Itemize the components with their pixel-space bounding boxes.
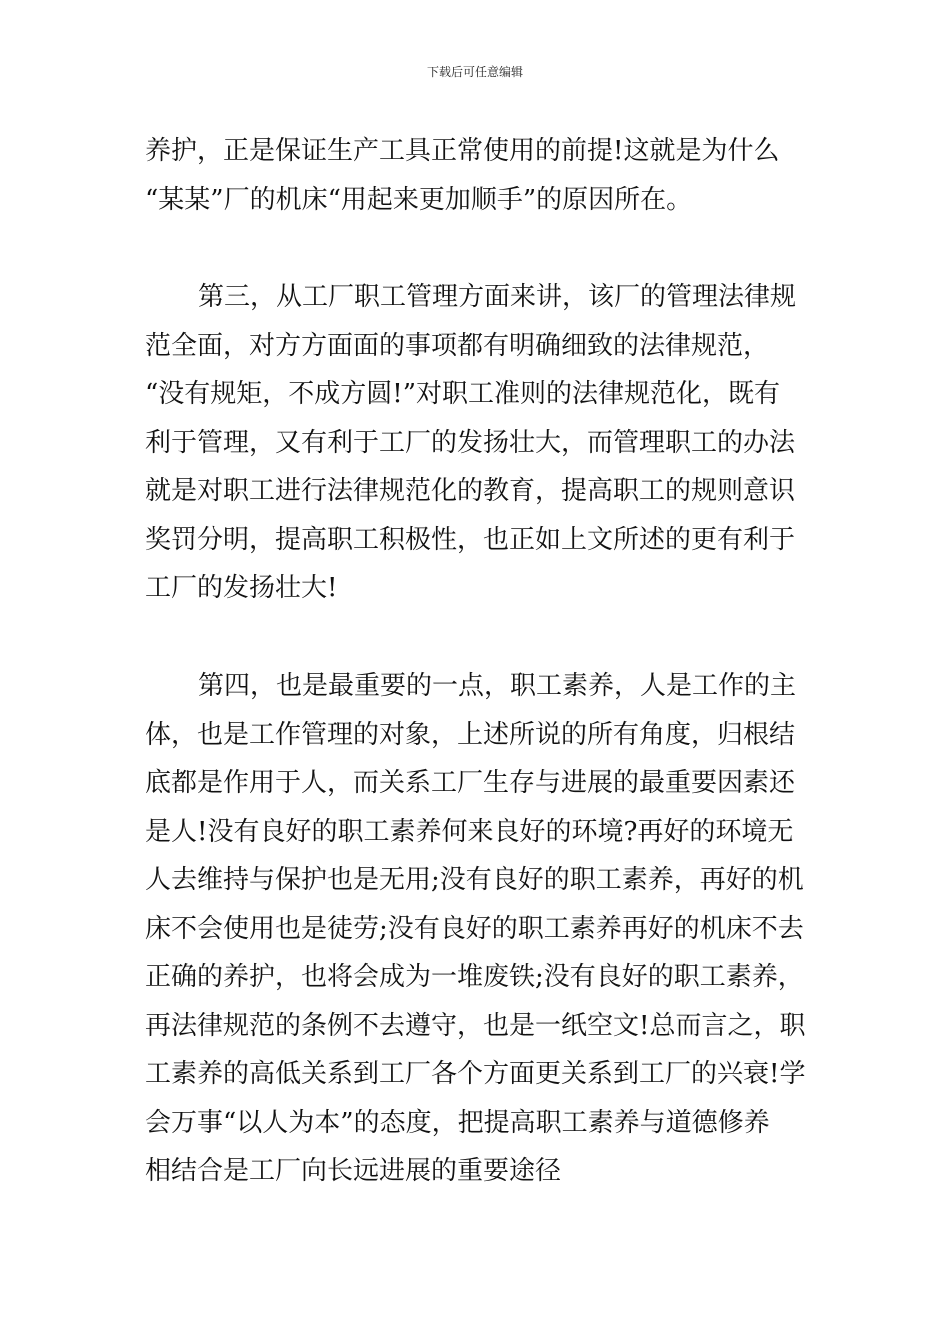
paragraph-line: 底都是作用于人，而关系工厂生存与进展的最重要因素还 <box>145 768 796 798</box>
page-header: 下载后可任意编辑 <box>426 65 523 79</box>
paragraph-line: “没有规矩，不成方圆!”对职工准则的法律规范化，既有 <box>145 379 781 409</box>
paragraph-3 <box>145 662 810 1196</box>
paragraph-line: 会万事“以人为本”的态度，把提高职工素养与道德修养 <box>145 1107 770 1138</box>
paragraph-line: 第三，从工厂职工管理方面来讲，该厂的管理法律规 <box>198 282 797 312</box>
paragraph-line: 第四，也是最重要的一点，职工素养，人是工作的主 <box>198 671 797 701</box>
paragraph-line: 相结合是工厂向长远进展的重要途径 <box>145 1156 562 1186</box>
paragraph-line: “某某”厂的机床“用起来更加顺手”的原因所在。 <box>145 184 693 215</box>
paragraph-2 <box>145 273 810 613</box>
paragraph-line: 工厂的发扬壮大! <box>145 573 338 603</box>
paragraph-line: 范全面，对方方面面的事项都有明确细致的法律规范， <box>145 330 770 361</box>
paragraph-line: 养护，正是保证生产工具正常使用的前提!这就是为什么 <box>145 136 780 166</box>
paragraph-line: 奖罚分明，提高职工积极性，也正如上文所述的更有利于 <box>145 524 796 555</box>
paragraph-line: 工素养的高低关系到工厂各个方面更关系到工厂的兴衰!学 <box>145 1059 806 1089</box>
paragraph-1 <box>145 127 810 224</box>
paragraph-line: 就是对职工进行法律规范化的教育，提高职工的规则意识 <box>145 476 796 506</box>
paragraph-line: 床不会使用也是徒劳;没有良好的职工素养再好的机床不去 <box>145 913 804 944</box>
paragraph-line: 正确的养护，也将会成为一堆废铁;没有良好的职工素养， <box>145 962 804 992</box>
paragraph-line: 利于管理，又有利于工厂的发扬壮大，而管理职工的办法 <box>145 427 796 458</box>
paragraph-line: 再法律规范的条例不去遵守，也是一纸空文!总而言之，职 <box>145 1010 806 1041</box>
paragraph-line: 人去维持与保护也是无用;没有良好的职工素养，再好的机 <box>145 865 804 895</box>
paragraph-line: 是人!没有良好的职工素养何来良好的环境?再好的环境无 <box>145 816 794 847</box>
paragraph-line: 体，也是工作管理的对象，上述所说的所有角度，归根结 <box>145 719 796 750</box>
